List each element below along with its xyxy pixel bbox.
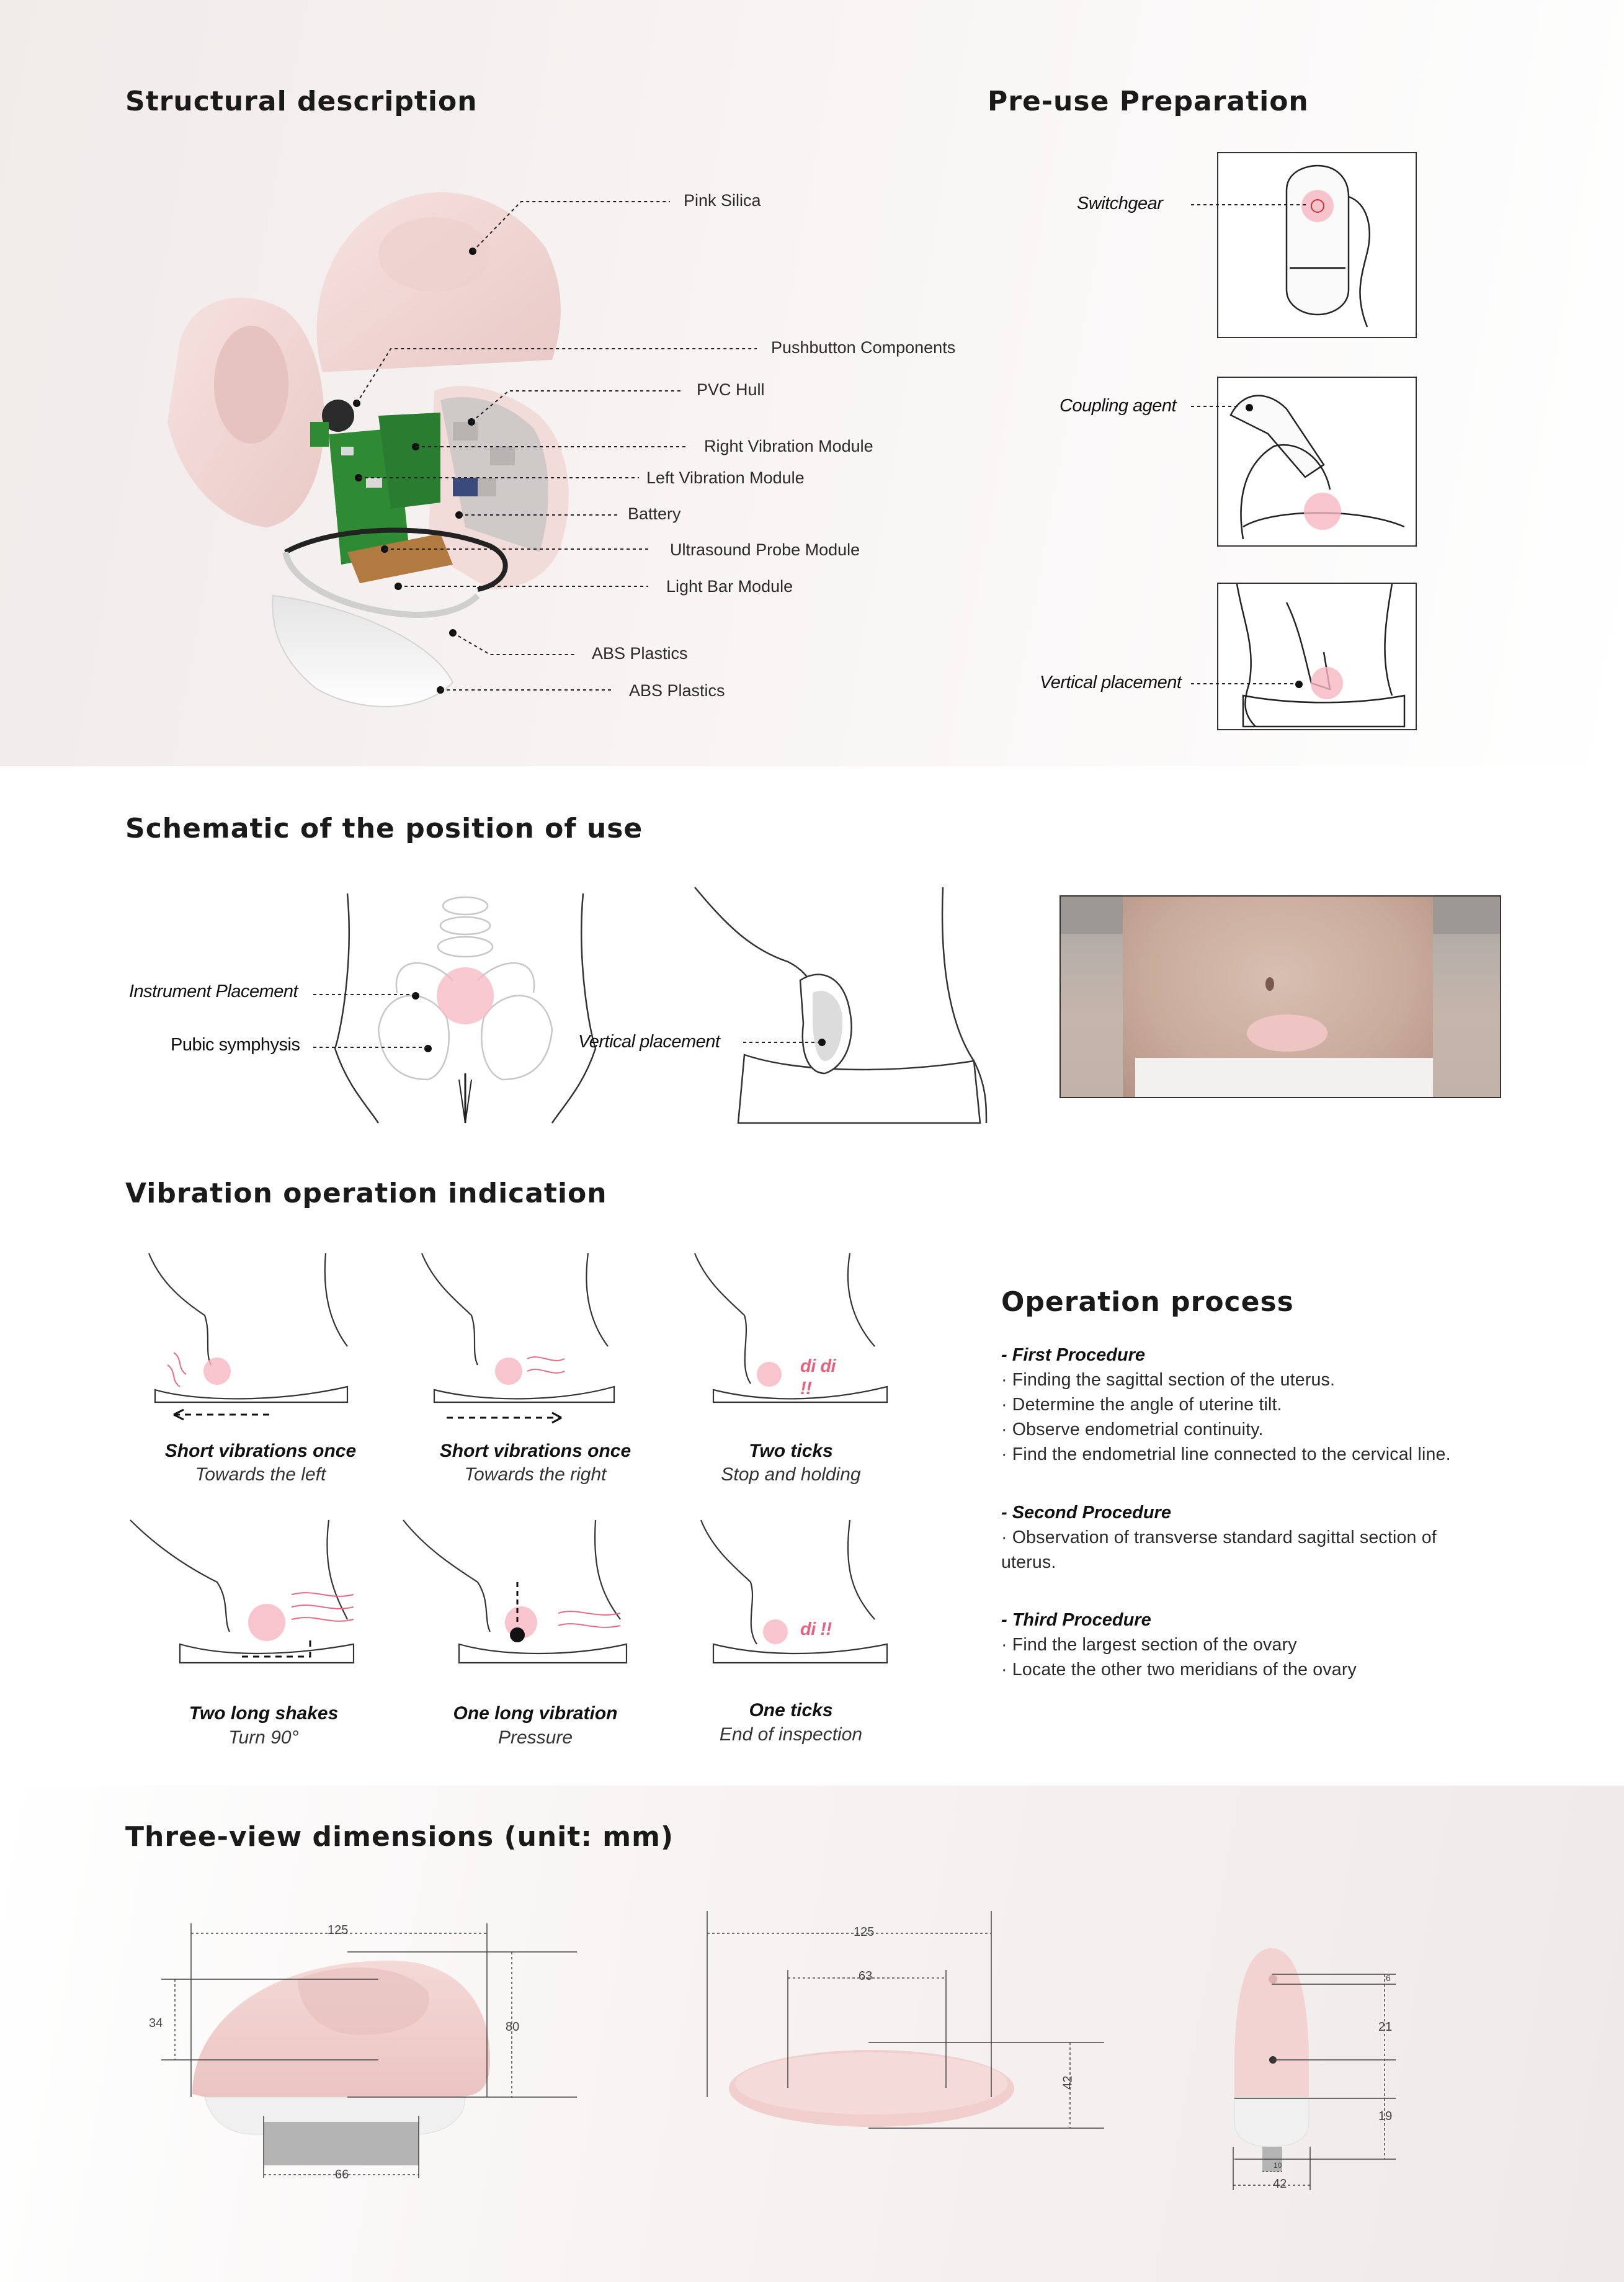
vib-title-5: One long vibration [453, 1703, 618, 1724]
dim-top-width: 125 [854, 1925, 875, 1939]
vib-title-4: Two long shakes [189, 1703, 339, 1724]
label-pubic-symphysis: Pubic symphysis [171, 1035, 300, 1055]
label-abs-plastics-ring: ABS Plastics [592, 644, 688, 663]
dim-side-width: 125 [328, 1923, 349, 1937]
vib-title-2: Short vibrations once [439, 1441, 631, 1461]
heading-dimensions: Three-view dimensions (unit: mm) [125, 1821, 674, 1853]
heading-vibration: Vibration operation indication [125, 1178, 607, 1209]
heading-schematic: Schematic of the position of use [125, 813, 643, 844]
usage-photo [1060, 895, 1501, 1098]
dimension-side-view [143, 1911, 589, 2190]
dimension-top-view [695, 1911, 1104, 2159]
vib-title-1: Short vibrations once [164, 1441, 357, 1461]
preuse-leaders [1191, 199, 1315, 695]
sound-mark-di: di !! [800, 1619, 832, 1639]
dim-front-d: 10 [1274, 2161, 1282, 2170]
label-coupling-agent: Coupling agent [1060, 396, 1177, 416]
vib-sub-6: End of inspection [719, 1724, 863, 1745]
dim-front-a: 6 [1386, 1973, 1391, 1983]
procedure-second-line-2: uterus. [1001, 1552, 1056, 1572]
label-pushbutton-components: Pushbutton Components [771, 338, 956, 357]
side-body-illustration [689, 887, 999, 1123]
dim-front-width: 42 [1273, 2177, 1287, 2191]
label-left-vibration-module: Left Vibration Module [646, 468, 805, 487]
label-pink-silica: Pink Silica [684, 191, 761, 210]
label-instrument-placement: Instrument Placement [129, 982, 298, 1001]
label-ultrasound-probe-module: Ultrasound Probe Module [670, 540, 860, 559]
label-right-vibration-module: Right Vibration Module [704, 437, 873, 455]
schematic-leaders-left [313, 990, 419, 1052]
procedure-first-line-1: · Finding the sagittal section of the uterus. [1001, 1370, 1336, 1390]
dim-side-inner: 34 [149, 2016, 163, 2030]
sound-mark-bang: !! [800, 1379, 812, 1398]
label-vertical-placement-preuse: Vertical placement [1040, 673, 1182, 692]
label-vertical-placement-schematic: Vertical placement [578, 1032, 720, 1052]
schematic-leader-right [743, 1039, 824, 1045]
heading-structural: Structural description [125, 86, 478, 117]
procedure-first-line-4: · Find the endometrial line connected to the cervical line. [1001, 1444, 1451, 1464]
procedure-first-line-3: · Observe endometrial continuity. [1001, 1420, 1264, 1439]
dim-front-b: 21 [1378, 2020, 1393, 2034]
procedure-first-line-2: · Determine the angle of uterine tilt. [1001, 1395, 1282, 1415]
exploded-view-illustration [143, 155, 713, 726]
dim-front-c: 19 [1378, 2110, 1393, 2123]
heading-operation: Operation process [1001, 1286, 1294, 1318]
sound-mark-didi: di di [800, 1356, 836, 1376]
vib-sub-1: Towards the left [195, 1464, 326, 1485]
dimension-front-view [1222, 1942, 1427, 2196]
vib-sub-3: Stop and holding [721, 1464, 861, 1485]
procedure-third-line-2: · Locate the other two meridians of the ovary [1001, 1660, 1357, 1680]
vib-sub-2: Towards the right [464, 1464, 607, 1485]
procedure-second-title: - Second Procedure [1001, 1503, 1171, 1523]
label-switchgear: Switchgear [1077, 194, 1163, 213]
dim-top-inner: 63 [859, 1969, 873, 1983]
label-abs-plastics-base: ABS Plastics [629, 681, 725, 700]
vib-title-3: Two ticks [749, 1441, 833, 1461]
procedure-third-line-1: · Find the largest section of the ovary [1001, 1635, 1297, 1655]
vib-title-6: One ticks [749, 1700, 833, 1720]
heading-preuse: Pre-use Preparation [988, 86, 1309, 117]
procedure-third-title: - Third Procedure [1001, 1610, 1151, 1630]
procedure-second-line-1: · Observation of transverse standard sagittal section of [1001, 1528, 1437, 1547]
vib-sub-4: Turn 90° [228, 1727, 299, 1748]
dim-side-height: 80 [506, 2020, 520, 2034]
label-pvc-hull: PVC Hull [697, 380, 765, 399]
label-light-bar-module: Light Bar Module [666, 577, 793, 596]
vib-sub-5: Pressure [497, 1727, 573, 1748]
dim-top-depth: 42 [1061, 2075, 1075, 2090]
dim-side-base: 66 [335, 2168, 349, 2181]
procedure-first-title: - First Procedure [1001, 1345, 1146, 1365]
label-battery: Battery [628, 504, 681, 523]
